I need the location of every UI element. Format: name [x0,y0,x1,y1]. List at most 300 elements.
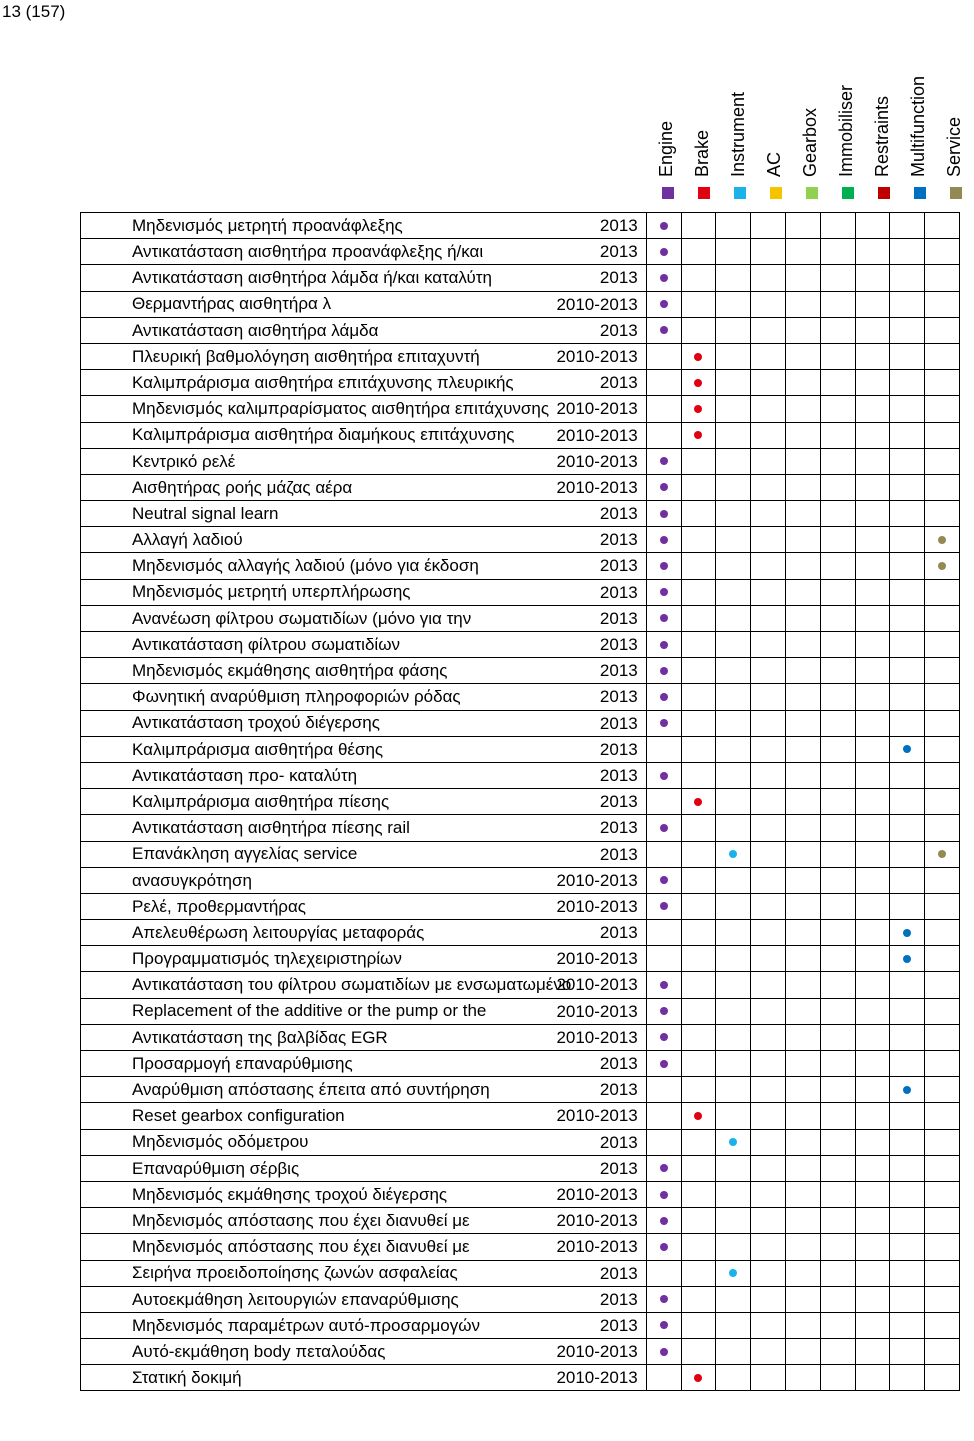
cell-ac [751,1077,786,1103]
cell-multifunction [890,448,925,474]
cell-service [925,527,960,553]
function-cell [81,920,647,946]
table-row [81,396,960,422]
function-cell [81,684,647,710]
column-header-label: Multifunction [908,75,928,177]
model-years: 2013 [599,765,638,785]
cell-engine [646,762,681,788]
cell-immobiliser [820,1181,855,1207]
table-row [81,1129,960,1155]
model-years: 2013 [599,739,638,759]
cell-engine [646,343,681,369]
cell-ac [751,867,786,893]
table-row [81,579,960,605]
cell-immobiliser [820,1365,855,1391]
cell-service [925,867,960,893]
function-name: Προγραμματισμός τηλεχειριστηρίων [132,949,402,969]
cell-gearbox [785,448,820,474]
function-cell [81,1234,647,1260]
cell-gearbox [785,998,820,1024]
column-header-service [938,55,974,205]
function-name: Αντικατάσταση αισθητήρα πίεσης rail [132,818,410,838]
legend-square-gearbox [806,187,818,199]
function-cell [81,317,647,343]
cell-service [925,1077,960,1103]
function-name: Neutral signal learn [132,503,279,523]
cell-multifunction [890,632,925,658]
function-name: Αντικατάσταση φίλτρου σωματιδίων [132,634,400,654]
cell-brake [681,527,716,553]
cell-gearbox [785,1129,820,1155]
cell-brake [681,579,716,605]
cell-engine [646,632,681,658]
cell-service [925,1339,960,1365]
cell-service [925,1260,960,1286]
cell-engine [646,736,681,762]
model-years: 2013 [599,923,638,943]
cell-immobiliser [820,841,855,867]
cell-immobiliser [820,946,855,972]
cell-restraints [855,265,890,291]
cell-multifunction [890,1129,925,1155]
table-row [81,1339,960,1365]
cell-restraints [855,658,890,684]
cell-engine [646,370,681,396]
function-name: Reset gearbox configuration [132,1106,345,1126]
cell-instrument [716,370,751,396]
cell-gearbox [785,1234,820,1260]
cell-ac [751,605,786,631]
cell-ac [751,1234,786,1260]
cell-engine [646,579,681,605]
cell-ac [751,553,786,579]
function-name: Καλιμπράρισμα αισθητήρα θέσης [132,739,384,759]
table-row [81,1103,960,1129]
function-cell [81,1260,647,1286]
cell-restraints [855,474,890,500]
supported-dot-multifunction [903,929,911,937]
cell-ac [751,893,786,919]
cell-multifunction [890,343,925,369]
cell-multifunction [890,317,925,343]
cell-brake [681,1129,716,1155]
function-cell [81,1208,647,1234]
supported-dot-instrument [729,1138,737,1146]
cell-instrument [716,1155,751,1181]
cell-restraints [855,396,890,422]
cell-multifunction [890,1208,925,1234]
cell-instrument [716,684,751,710]
supported-dot-instrument [729,850,737,858]
function-name: Αντικατάσταση τροχού διέγερσης [132,713,380,733]
model-years: 2013 [599,504,638,524]
table-row [81,1051,960,1077]
cell-service [925,762,960,788]
cell-ac [751,213,786,239]
table-row [81,343,960,369]
legend-square-instrument [734,187,746,199]
cell-service [925,632,960,658]
cell-gearbox [785,1155,820,1181]
table-row [81,605,960,631]
cell-immobiliser [820,972,855,998]
function-cell [81,265,647,291]
table-row [81,736,960,762]
column-header-restraints [866,55,902,205]
cell-gearbox [785,527,820,553]
cell-instrument [716,893,751,919]
function-cell [81,239,647,265]
model-years: 2010-2013 [556,1184,638,1204]
cell-multifunction [890,684,925,710]
column-header-label: Restraints [872,95,892,177]
supported-dot-engine [660,772,668,780]
function-name: Μηδενισμός οδόμετρου [132,1132,309,1152]
cell-engine [646,317,681,343]
cell-multifunction [890,1312,925,1338]
cell-instrument [716,632,751,658]
cell-instrument [716,239,751,265]
cell-ac [751,527,786,553]
model-years: 2010-2013 [556,1027,638,1047]
cell-restraints [855,789,890,815]
cell-gearbox [785,553,820,579]
cell-restraints [855,1103,890,1129]
function-cell [81,474,647,500]
cell-multifunction [890,736,925,762]
cell-service [925,343,960,369]
cell-engine [646,1208,681,1234]
table-row [81,1077,960,1103]
cell-multifunction [890,501,925,527]
cell-engine [646,815,681,841]
cell-instrument [716,867,751,893]
cell-gearbox [785,841,820,867]
column-header-immobiliser [830,55,866,205]
cell-gearbox [785,789,820,815]
cell-instrument [716,762,751,788]
table-row [81,291,960,317]
cell-immobiliser [820,1286,855,1312]
function-cell [81,343,647,369]
function-cell [81,815,647,841]
cell-restraints [855,710,890,736]
cell-engine [646,1129,681,1155]
cell-multifunction [890,658,925,684]
cell-engine [646,1365,681,1391]
cell-brake [681,1051,716,1077]
cell-brake [681,239,716,265]
cell-gearbox [785,893,820,919]
function-name: Μηδενισμός καλιμπραρίσματος αισθητήρα επιτάχυνσης [132,399,550,419]
model-years: 2013 [599,792,638,812]
cell-multifunction [890,1024,925,1050]
cell-restraints [855,972,890,998]
cell-immobiliser [820,1339,855,1365]
cell-instrument [716,474,751,500]
cell-service [925,893,960,919]
cell-restraints [855,1365,890,1391]
cell-restraints [855,1024,890,1050]
cell-restraints [855,239,890,265]
cell-multifunction [890,998,925,1024]
cell-multifunction [890,972,925,998]
cell-service [925,1286,960,1312]
supported-dot-engine [660,614,668,622]
function-name: Αντικατάσταση προ- καταλύτη [132,765,358,785]
cell-engine [646,239,681,265]
model-years: 2013 [599,1289,638,1309]
cell-immobiliser [820,370,855,396]
model-years: 2013 [599,1132,638,1152]
function-cell [81,527,647,553]
cell-instrument [716,946,751,972]
cell-gearbox [785,632,820,658]
table-row [81,1234,960,1260]
cell-service [925,448,960,474]
cell-multifunction [890,474,925,500]
model-years: 2013 [599,818,638,838]
function-name: Μηδενισμός παραμέτρων αυτό-προσαρμογών [132,1315,480,1335]
function-name: Αναρύθμιση απόστασης έπειτα από συντήρηση [132,1080,490,1100]
cell-gearbox [785,762,820,788]
cell-restraints [855,1129,890,1155]
function-cell [81,1155,647,1181]
cell-brake [681,1260,716,1286]
cell-immobiliser [820,343,855,369]
cell-brake [681,972,716,998]
cell-ac [751,422,786,448]
cell-multifunction [890,841,925,867]
cell-immobiliser [820,710,855,736]
cell-multifunction [890,1365,925,1391]
table-row [81,501,960,527]
supported-dot-engine [660,1060,668,1068]
cell-gearbox [785,867,820,893]
cell-gearbox [785,239,820,265]
cell-service [925,998,960,1024]
cell-instrument [716,710,751,736]
cell-service [925,501,960,527]
cell-restraints [855,343,890,369]
cell-engine [646,1024,681,1050]
cell-immobiliser [820,1312,855,1338]
cell-gearbox [785,710,820,736]
cell-gearbox [785,1365,820,1391]
cell-brake [681,553,716,579]
legend-square-ac [770,187,782,199]
supported-dot-engine [660,824,668,832]
cell-restraints [855,867,890,893]
cell-brake [681,501,716,527]
supported-dot-engine [660,719,668,727]
cell-engine [646,946,681,972]
supported-dot-brake [694,353,702,361]
cell-instrument [716,553,751,579]
cell-engine [646,422,681,448]
supported-dot-engine [660,1243,668,1251]
cell-engine [646,658,681,684]
function-cell [81,658,647,684]
table-row [81,762,960,788]
cell-service [925,553,960,579]
cell-gearbox [785,946,820,972]
cell-gearbox [785,972,820,998]
cell-multifunction [890,789,925,815]
supported-dot-engine [660,562,668,570]
cell-multifunction [890,1051,925,1077]
cell-ac [751,474,786,500]
function-cell [81,841,647,867]
cell-instrument [716,658,751,684]
cell-service [925,1051,960,1077]
cell-multifunction [890,291,925,317]
table-row [81,317,960,343]
supported-dot-brake [694,1374,702,1382]
cell-gearbox [785,343,820,369]
cell-brake [681,343,716,369]
supported-dot-engine [660,483,668,491]
cell-immobiliser [820,867,855,893]
function-cell [81,710,647,736]
function-cell [81,867,647,893]
cell-immobiliser [820,1103,855,1129]
cell-restraints [855,1077,890,1103]
table-row [81,265,960,291]
supported-dot-engine [660,1348,668,1356]
cell-engine [646,265,681,291]
cell-multifunction [890,605,925,631]
cell-instrument [716,396,751,422]
function-name: Αυτοεκμάθηση λειτουργιών επαναρύθμισης [132,1289,459,1309]
cell-restraints [855,893,890,919]
cell-restraints [855,370,890,396]
supported-dot-engine [660,1191,668,1199]
function-name: Αντικατάσταση του φίλτρου σωματιδίων με ενσωματωμένο [132,975,572,995]
function-cell [81,1103,647,1129]
cell-instrument [716,920,751,946]
cell-restraints [855,317,890,343]
table-row [81,1024,960,1050]
cell-ac [751,1129,786,1155]
cell-immobiliser [820,1051,855,1077]
cell-service [925,972,960,998]
cell-brake [681,605,716,631]
table-row [81,998,960,1024]
cell-engine [646,1051,681,1077]
function-name: Απελευθέρωση λειτουργίας μεταφοράς [132,922,425,942]
cell-engine [646,1155,681,1181]
cell-brake [681,1077,716,1103]
cell-engine [646,1286,681,1312]
cell-brake [681,317,716,343]
table-row [81,448,960,474]
function-cell [81,1181,647,1207]
cell-ac [751,1155,786,1181]
cell-restraints [855,527,890,553]
cell-immobiliser [820,553,855,579]
function-name: Προσαρμογή επαναρύθμισης [132,1053,353,1073]
cell-restraints [855,422,890,448]
cell-immobiliser [820,422,855,448]
function-name: Αλλαγή λαδιού [132,530,243,550]
cell-multifunction [890,1260,925,1286]
model-years: 2013 [599,320,638,340]
cell-brake [681,789,716,815]
cell-restraints [855,946,890,972]
cell-instrument [716,815,751,841]
cell-instrument [716,1181,751,1207]
cell-brake [681,1312,716,1338]
cell-service [925,789,960,815]
column-header-label: Brake [692,129,712,177]
cell-brake [681,684,716,710]
cell-immobiliser [820,632,855,658]
function-name: Μηδενισμός εκμάθησης τροχού διέγερσης [132,1184,448,1204]
cell-immobiliser [820,1155,855,1181]
cell-instrument [716,291,751,317]
table-row [81,893,960,919]
function-name: Ανανέωση φίλτρου σωματιδίων (μόνο για την [132,608,472,628]
supported-dot-engine [660,902,668,910]
cell-service [925,370,960,396]
function-name: Αυτό-εκμάθηση body πεταλούδας [132,1341,386,1361]
cell-service [925,815,960,841]
cell-immobiliser [820,684,855,710]
cell-instrument [716,1286,751,1312]
function-name: Μηδενισμός απόστασης που έχει διανυθεί με [132,1237,470,1257]
cell-gearbox [785,1024,820,1050]
cell-engine [646,396,681,422]
cell-engine [646,291,681,317]
supported-dot-engine [660,457,668,465]
cell-service [925,422,960,448]
table-row [81,684,960,710]
cell-multifunction [890,1234,925,1260]
cell-gearbox [785,920,820,946]
cell-brake [681,396,716,422]
table-row [81,370,960,396]
cell-service [925,1181,960,1207]
cell-service [925,1129,960,1155]
cell-immobiliser [820,239,855,265]
function-name: Καλιμπράρισμα αισθητήρα πίεσης [132,791,390,811]
cell-immobiliser [820,265,855,291]
cell-engine [646,1103,681,1129]
supported-dot-multifunction [903,955,911,963]
cell-ac [751,946,786,972]
cell-restraints [855,605,890,631]
cell-gearbox [785,1312,820,1338]
cell-brake [681,265,716,291]
function-cell [81,1365,647,1391]
cell-ac [751,1024,786,1050]
cell-immobiliser [820,1024,855,1050]
function-name: Αντικατάσταση αισθητήρα λάμδα ή/και καταλύτη [132,268,492,288]
cell-immobiliser [820,815,855,841]
model-years: 2010-2013 [556,425,638,445]
model-years: 2010-2013 [556,346,638,366]
cell-ac [751,632,786,658]
cell-engine [646,998,681,1024]
supported-dot-engine [660,1164,668,1172]
cell-brake [681,213,716,239]
function-cell [81,893,647,919]
cell-multifunction [890,1103,925,1129]
cell-service [925,396,960,422]
cell-instrument [716,527,751,553]
column-header-brake [686,55,722,205]
